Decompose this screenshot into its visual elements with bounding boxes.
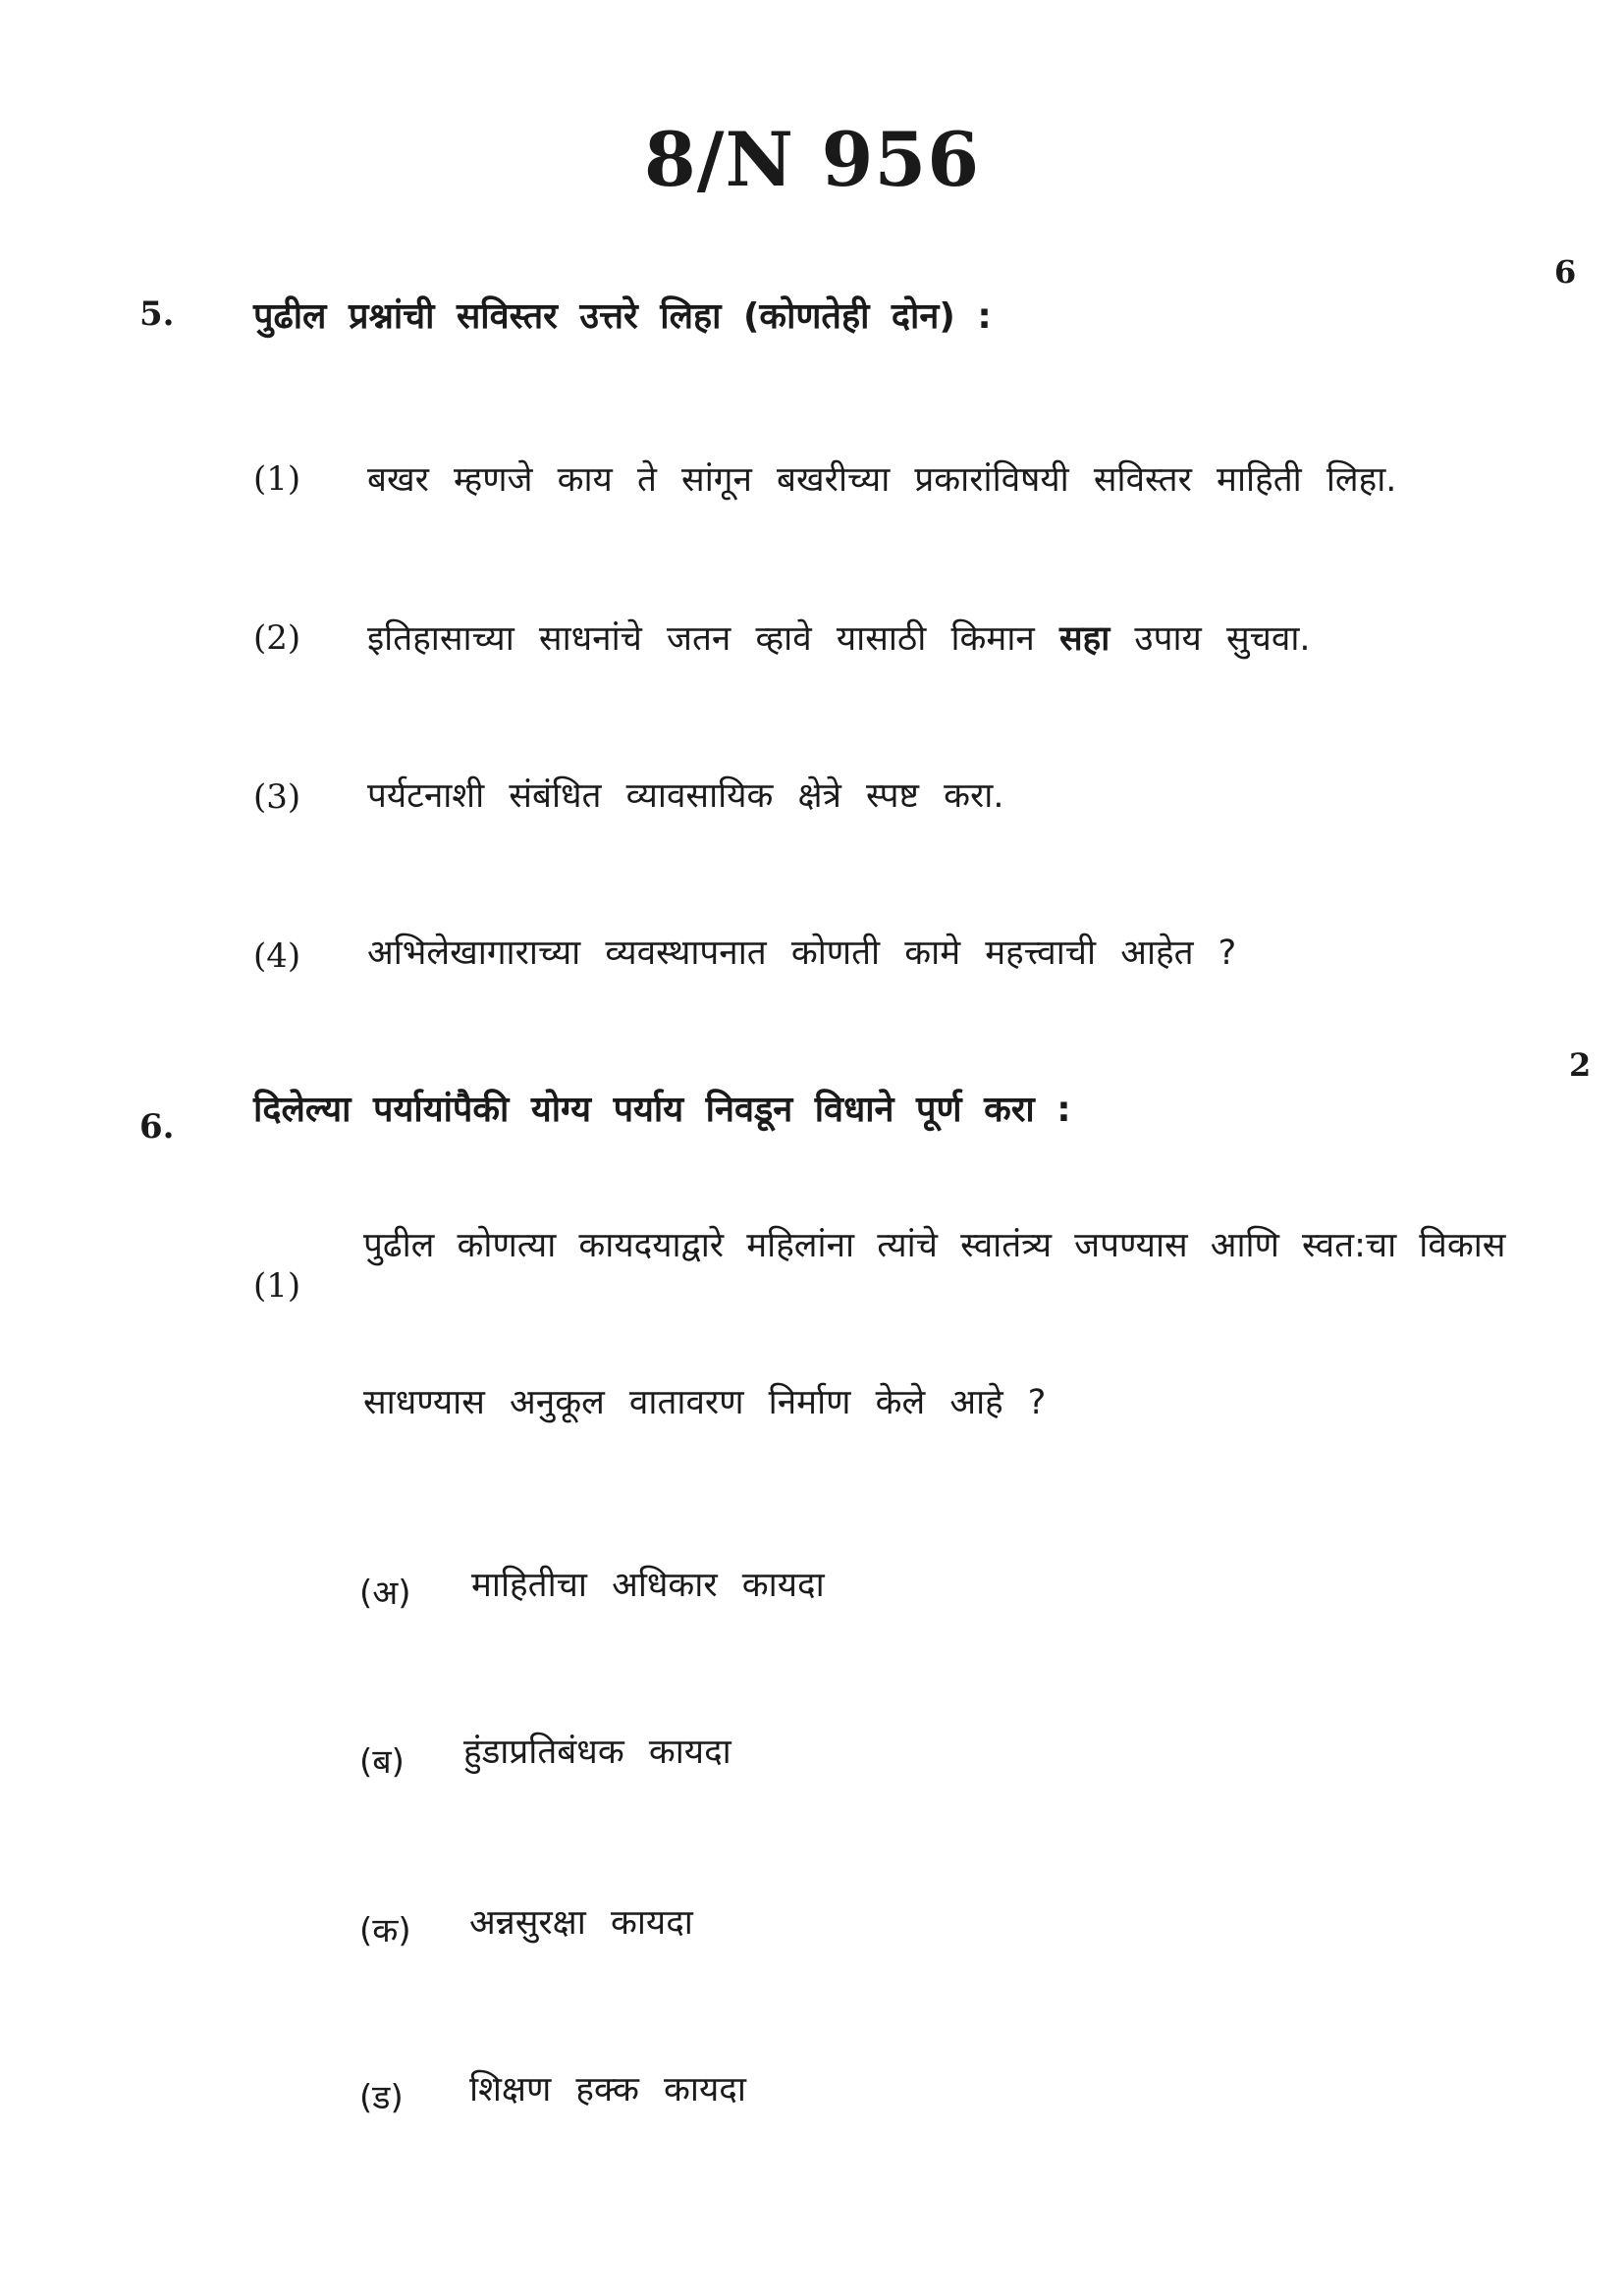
question-5-number: 5. [139, 294, 175, 334]
option-b-text: हुंडाप्रतिबंधक कायदा [463, 1733, 731, 1772]
question-5-item-2-label: (2) [253, 618, 301, 658]
option-a-label: (अ) [359, 1574, 411, 1613]
option-c-text: अन्नसुरक्षा कायदा [469, 1903, 693, 1943]
question-6-number: 6. [139, 1107, 175, 1147]
question-5-item-1-label: (1) [253, 459, 301, 499]
item-2-text-bold: सहा [1058, 619, 1110, 659]
option-d-text: शिक्षण हक्क कायदा [469, 2070, 746, 2109]
question-5-item-2-text [367, 614, 1311, 661]
option-d-label: (ड) [359, 2078, 404, 2117]
question-6-item-1-line-2: साधण्यास अनुकूल वातावरण निर्माण केले आहे ? [363, 1383, 1047, 1422]
question-5-item-4-label: (4) [253, 936, 301, 976]
question-6-text: दिलेल्या पर्यायांपैकी योग्य पर्याय निवडून विधाने पूर्ण करा : [253, 1090, 1071, 1130]
option-c-label: (क) [359, 1911, 411, 1950]
question-5-item-1-text: बखर म्हणजे काय ते सांगून बखरीच्या प्रकारांविषयी सविस्तर माहिती लिहा. [367, 460, 1397, 500]
question-5-marks: 6 [1554, 253, 1577, 291]
option-b-label: (ब) [359, 1742, 405, 1782]
paper-code: 8/N 956 [643, 116, 981, 203]
question-6-item-1-label: (1) [253, 1266, 301, 1306]
question-5-text: पुढील प्रश्नांची सविस्तर उत्तरे लिहा (कोणतेही दोन) : [253, 296, 992, 337]
question-5-item-4-text: अभिलेखागाराच्या व्यवस्थापनात कोणती कामे महत्त्वाची आहेत ? [367, 934, 1237, 973]
option-a-text: माहितीचा अधिकार कायदा [471, 1566, 825, 1605]
question-6-item-1-line-1: पुढील कोणत्या कायदयाद्वारे महिलांना त्यांचे स्वातंत्र्य जपण्यास आणि स्वत:चा विकास [363, 1226, 1506, 1265]
item-2-text-before: इतिहासाच्या साधनांचे जतन व्हावे यासाठी किमान [367, 619, 1035, 659]
question-5-item-3-text: पर्यटनाशी संबंधित व्यावसायिक क्षेत्रे स्पष्ट करा. [367, 776, 1004, 816]
item-2-text-after: उपाय सुचवा. [1134, 619, 1311, 659]
question-6-marks: 2 [1569, 1046, 1592, 1084]
question-5-item-3-label: (3) [253, 777, 301, 817]
